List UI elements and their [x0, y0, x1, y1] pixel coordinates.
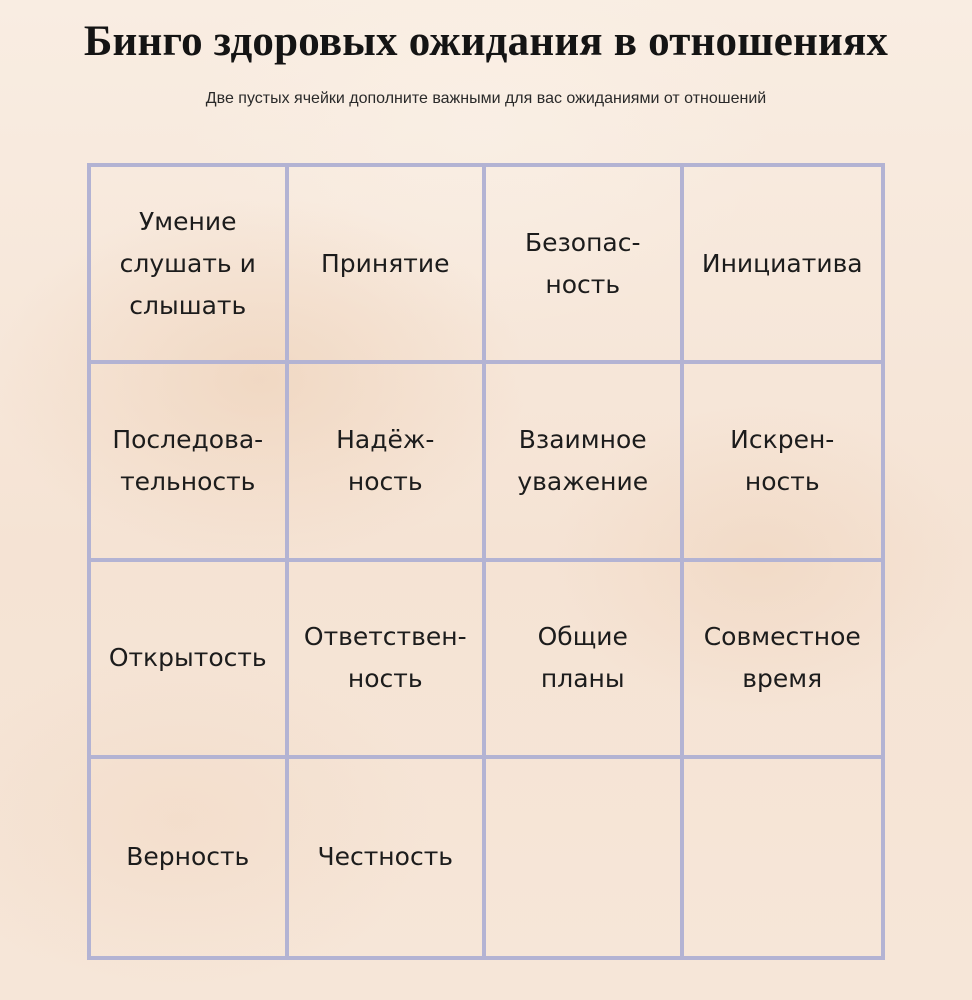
bingo-cell[interactable] — [289, 562, 487, 759]
bingo-cell[interactable] — [486, 364, 684, 561]
bingo-cell[interactable] — [684, 364, 882, 561]
bingo-grid — [87, 163, 885, 960]
cell-label: Принятие — [321, 248, 450, 278]
cell-label: Совместное время — [703, 622, 861, 694]
cell-label: Умение слушать и слышать — [119, 206, 256, 320]
bingo-cell[interactable] — [289, 167, 487, 364]
cell-label: Ответствен- ность — [303, 622, 467, 694]
bingo-cell[interactable] — [486, 167, 684, 364]
cell-label: Честность — [317, 842, 453, 872]
page-title: Бинго здоровых ожидания в отношениях — [83, 18, 889, 65]
bingo-cell[interactable] — [91, 167, 289, 364]
bingo-cell[interactable] — [486, 562, 684, 759]
cell-label: Последова- тельность — [112, 424, 264, 496]
bingo-cell-empty[interactable] — [684, 759, 882, 956]
cell-label: Инициатива — [701, 248, 863, 278]
cell-label: Верность — [126, 842, 250, 872]
cell-label: Надёж- ность — [336, 424, 435, 496]
cell-label: Взаимное уважение — [517, 424, 649, 496]
bingo-cell[interactable] — [91, 364, 289, 561]
bingo-cell-empty[interactable] — [486, 759, 684, 956]
bingo-cell[interactable] — [91, 759, 289, 956]
bingo-cell[interactable] — [289, 759, 487, 956]
bingo-cell[interactable] — [684, 562, 882, 759]
bingo-cell[interactable] — [91, 562, 289, 759]
cell-label: Открытость — [108, 643, 267, 673]
bingo-cell[interactable] — [289, 364, 487, 561]
cell-label: Искрен- ность — [730, 424, 835, 496]
cell-label: Общие планы — [537, 622, 628, 694]
page-subtitle: Две пустых ячейки дополните важными для вас ожиданиями от отношений — [205, 90, 767, 107]
bingo-cell[interactable] — [684, 167, 882, 364]
cell-label: Безопас- ность — [524, 227, 641, 299]
